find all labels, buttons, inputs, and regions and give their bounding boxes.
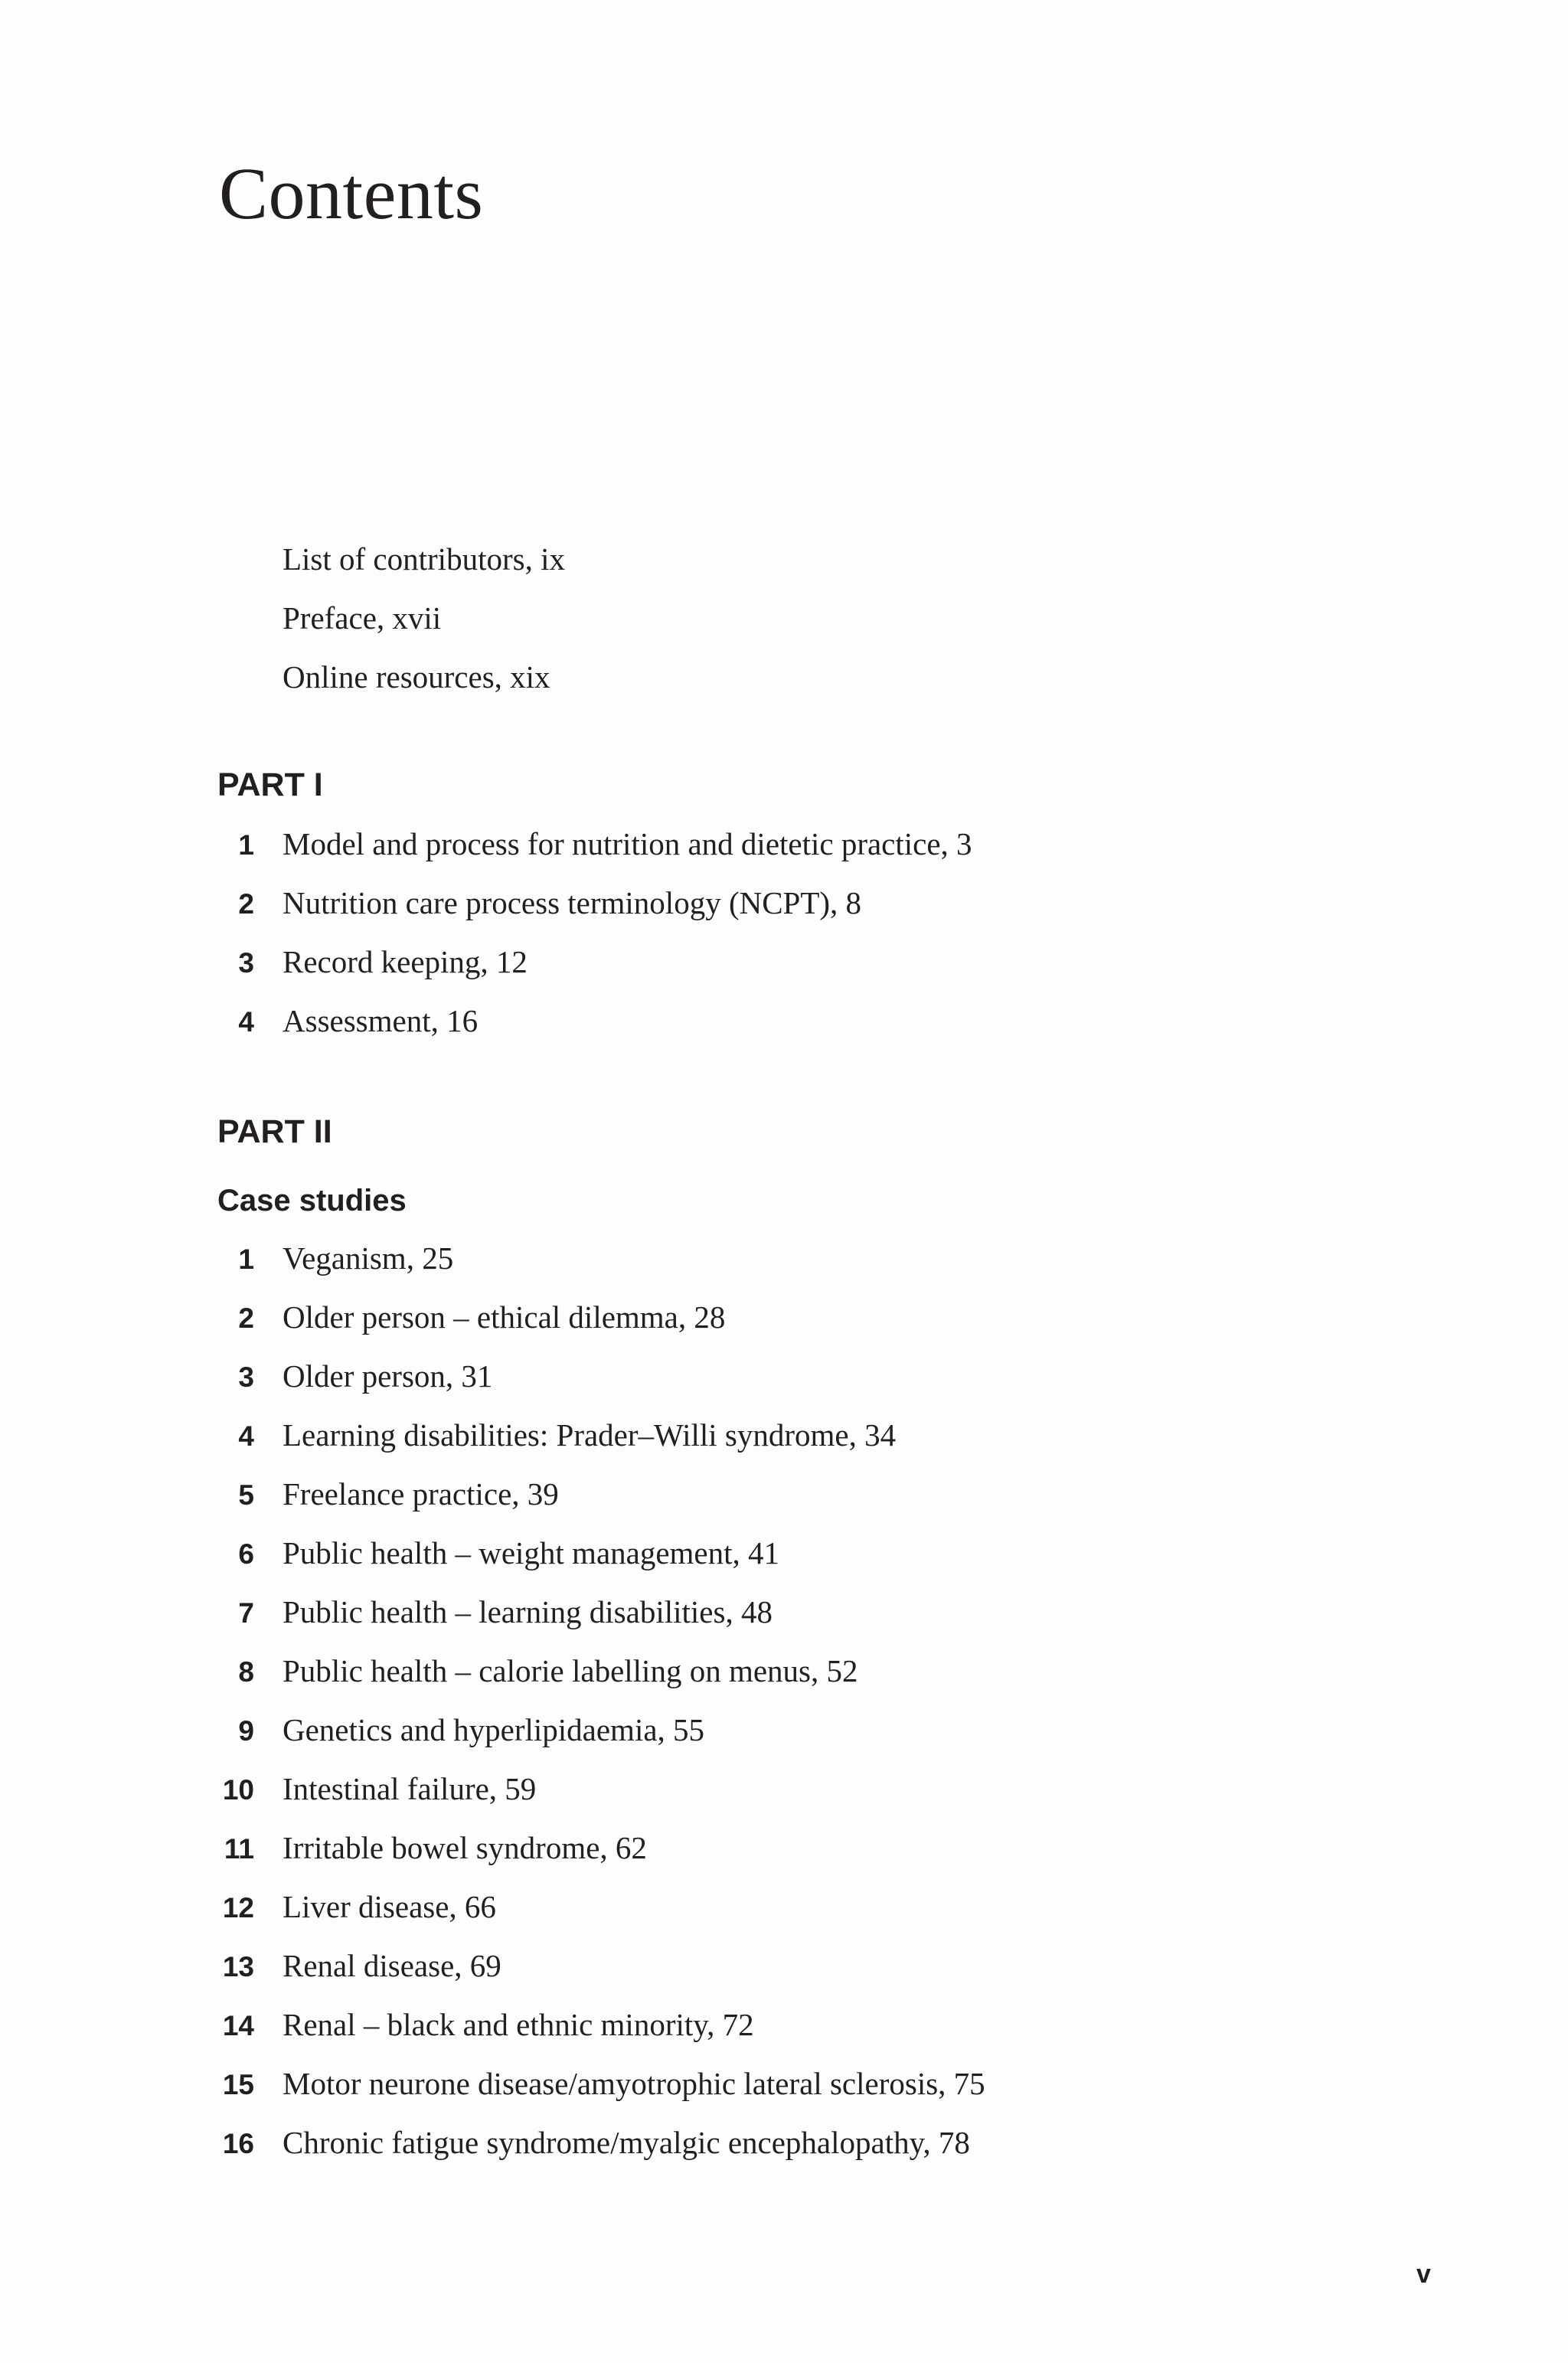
chapter-title: Assessment, 16 (283, 1003, 479, 1038)
page-number: v (1416, 2260, 1431, 2289)
chapter-title: Nutrition care process terminology (NCPT), 8 (283, 885, 862, 920)
chapter-number: 1 (238, 829, 254, 861)
toc-entry[interactable] (207, 1347, 985, 1406)
toc-entry[interactable] (207, 2113, 985, 2172)
chapter-title: Model and process for nutrition and dietetic practice, 3 (283, 826, 972, 861)
toc-entry[interactable] (207, 1936, 985, 1995)
case-study-title: Chronic fatigue syndrome/myalgic encephalopathy, 78 (283, 2125, 970, 2160)
case-study-title: Public health – weight management, 41 (283, 1535, 780, 1570)
toc-entry[interactable] (207, 1642, 985, 1701)
toc-entry[interactable] (207, 1878, 985, 1936)
page-title: Contents (219, 152, 484, 234)
toc-entry[interactable] (207, 2054, 985, 2113)
front-matter-item-online-resources[interactable]: Online resources, xix (283, 659, 550, 695)
toc-entry[interactable] (207, 992, 972, 1051)
case-study-title: Irritable bowel syndrome, 62 (283, 1830, 647, 1865)
toc-entry[interactable] (207, 1995, 985, 2054)
case-study-number: 4 (238, 1420, 254, 1452)
chapter-title: Record keeping, 12 (283, 944, 528, 979)
case-study-number: 1 (238, 1244, 254, 1275)
case-study-number: 16 (222, 2128, 254, 2159)
front-matter-item-contributors[interactable]: List of contributors, ix (283, 541, 565, 577)
toc-entry[interactable] (207, 874, 972, 933)
case-study-number: 10 (222, 1774, 254, 1806)
case-study-title: Older person – ethical dilemma, 28 (283, 1299, 726, 1335)
chapter-number: 4 (238, 1006, 254, 1038)
case-study-title: Freelance practice, 39 (283, 1476, 559, 1512)
toc-entry[interactable] (207, 933, 972, 992)
case-study-title: Liver disease, 66 (283, 1889, 496, 1924)
case-study-title: Intestinal failure, 59 (283, 1771, 537, 1806)
case-study-number: 12 (222, 1892, 254, 1923)
toc-entry[interactable] (207, 1701, 985, 1760)
case-study-number: 14 (222, 2010, 254, 2041)
case-study-title: Renal disease, 69 (283, 1948, 501, 1983)
toc-entry[interactable] (207, 1819, 985, 1878)
part-1-heading: PART I (217, 766, 323, 803)
case-study-number: 3 (238, 1361, 254, 1393)
case-study-number: 15 (222, 2069, 254, 2100)
case-study-number: 5 (238, 1479, 254, 1511)
toc-entry[interactable] (207, 1288, 985, 1347)
case-study-number: 9 (238, 1715, 254, 1747)
part-1-chapter-list (207, 815, 972, 1051)
toc-entry[interactable] (207, 1229, 985, 1288)
front-matter-list (283, 530, 565, 707)
toc-entry[interactable] (207, 1524, 985, 1583)
toc-entry[interactable] (207, 1760, 985, 1819)
case-study-title: Veganism, 25 (283, 1240, 454, 1276)
case-study-number: 7 (238, 1597, 254, 1629)
toc-entry[interactable] (207, 1406, 985, 1465)
case-study-number: 6 (238, 1538, 254, 1570)
case-study-title: Genetics and hyperlipidaemia, 55 (283, 1712, 705, 1747)
toc-entry[interactable] (207, 1583, 985, 1642)
case-study-title: Motor neurone disease/amyotrophic lateral sclerosis, 75 (283, 2066, 985, 2101)
case-study-title: Renal – black and ethnic minority, 72 (283, 2007, 754, 2042)
toc-entry[interactable] (207, 1465, 985, 1524)
case-study-number: 13 (222, 1951, 254, 1982)
chapter-number: 2 (238, 888, 254, 920)
case-study-number: 2 (238, 1302, 254, 1334)
case-study-title: Public health – learning disabilities, 48 (283, 1594, 773, 1629)
chapter-number: 3 (238, 947, 254, 979)
front-matter-item-preface[interactable]: Preface, xvii (283, 600, 442, 636)
case-study-number: 11 (224, 1833, 254, 1865)
case-study-title: Older person, 31 (283, 1358, 493, 1394)
case-study-number: 8 (238, 1656, 254, 1688)
case-study-title: Public health – calorie labelling on menus, 52 (283, 1653, 858, 1688)
case-study-title: Learning disabilities: Prader–Willi syndrome, 34 (283, 1417, 897, 1453)
case-studies-list (207, 1229, 985, 2172)
part-2-heading: PART II (217, 1113, 332, 1150)
case-studies-heading: Case studies (217, 1184, 407, 1217)
toc-entry[interactable] (207, 815, 972, 874)
